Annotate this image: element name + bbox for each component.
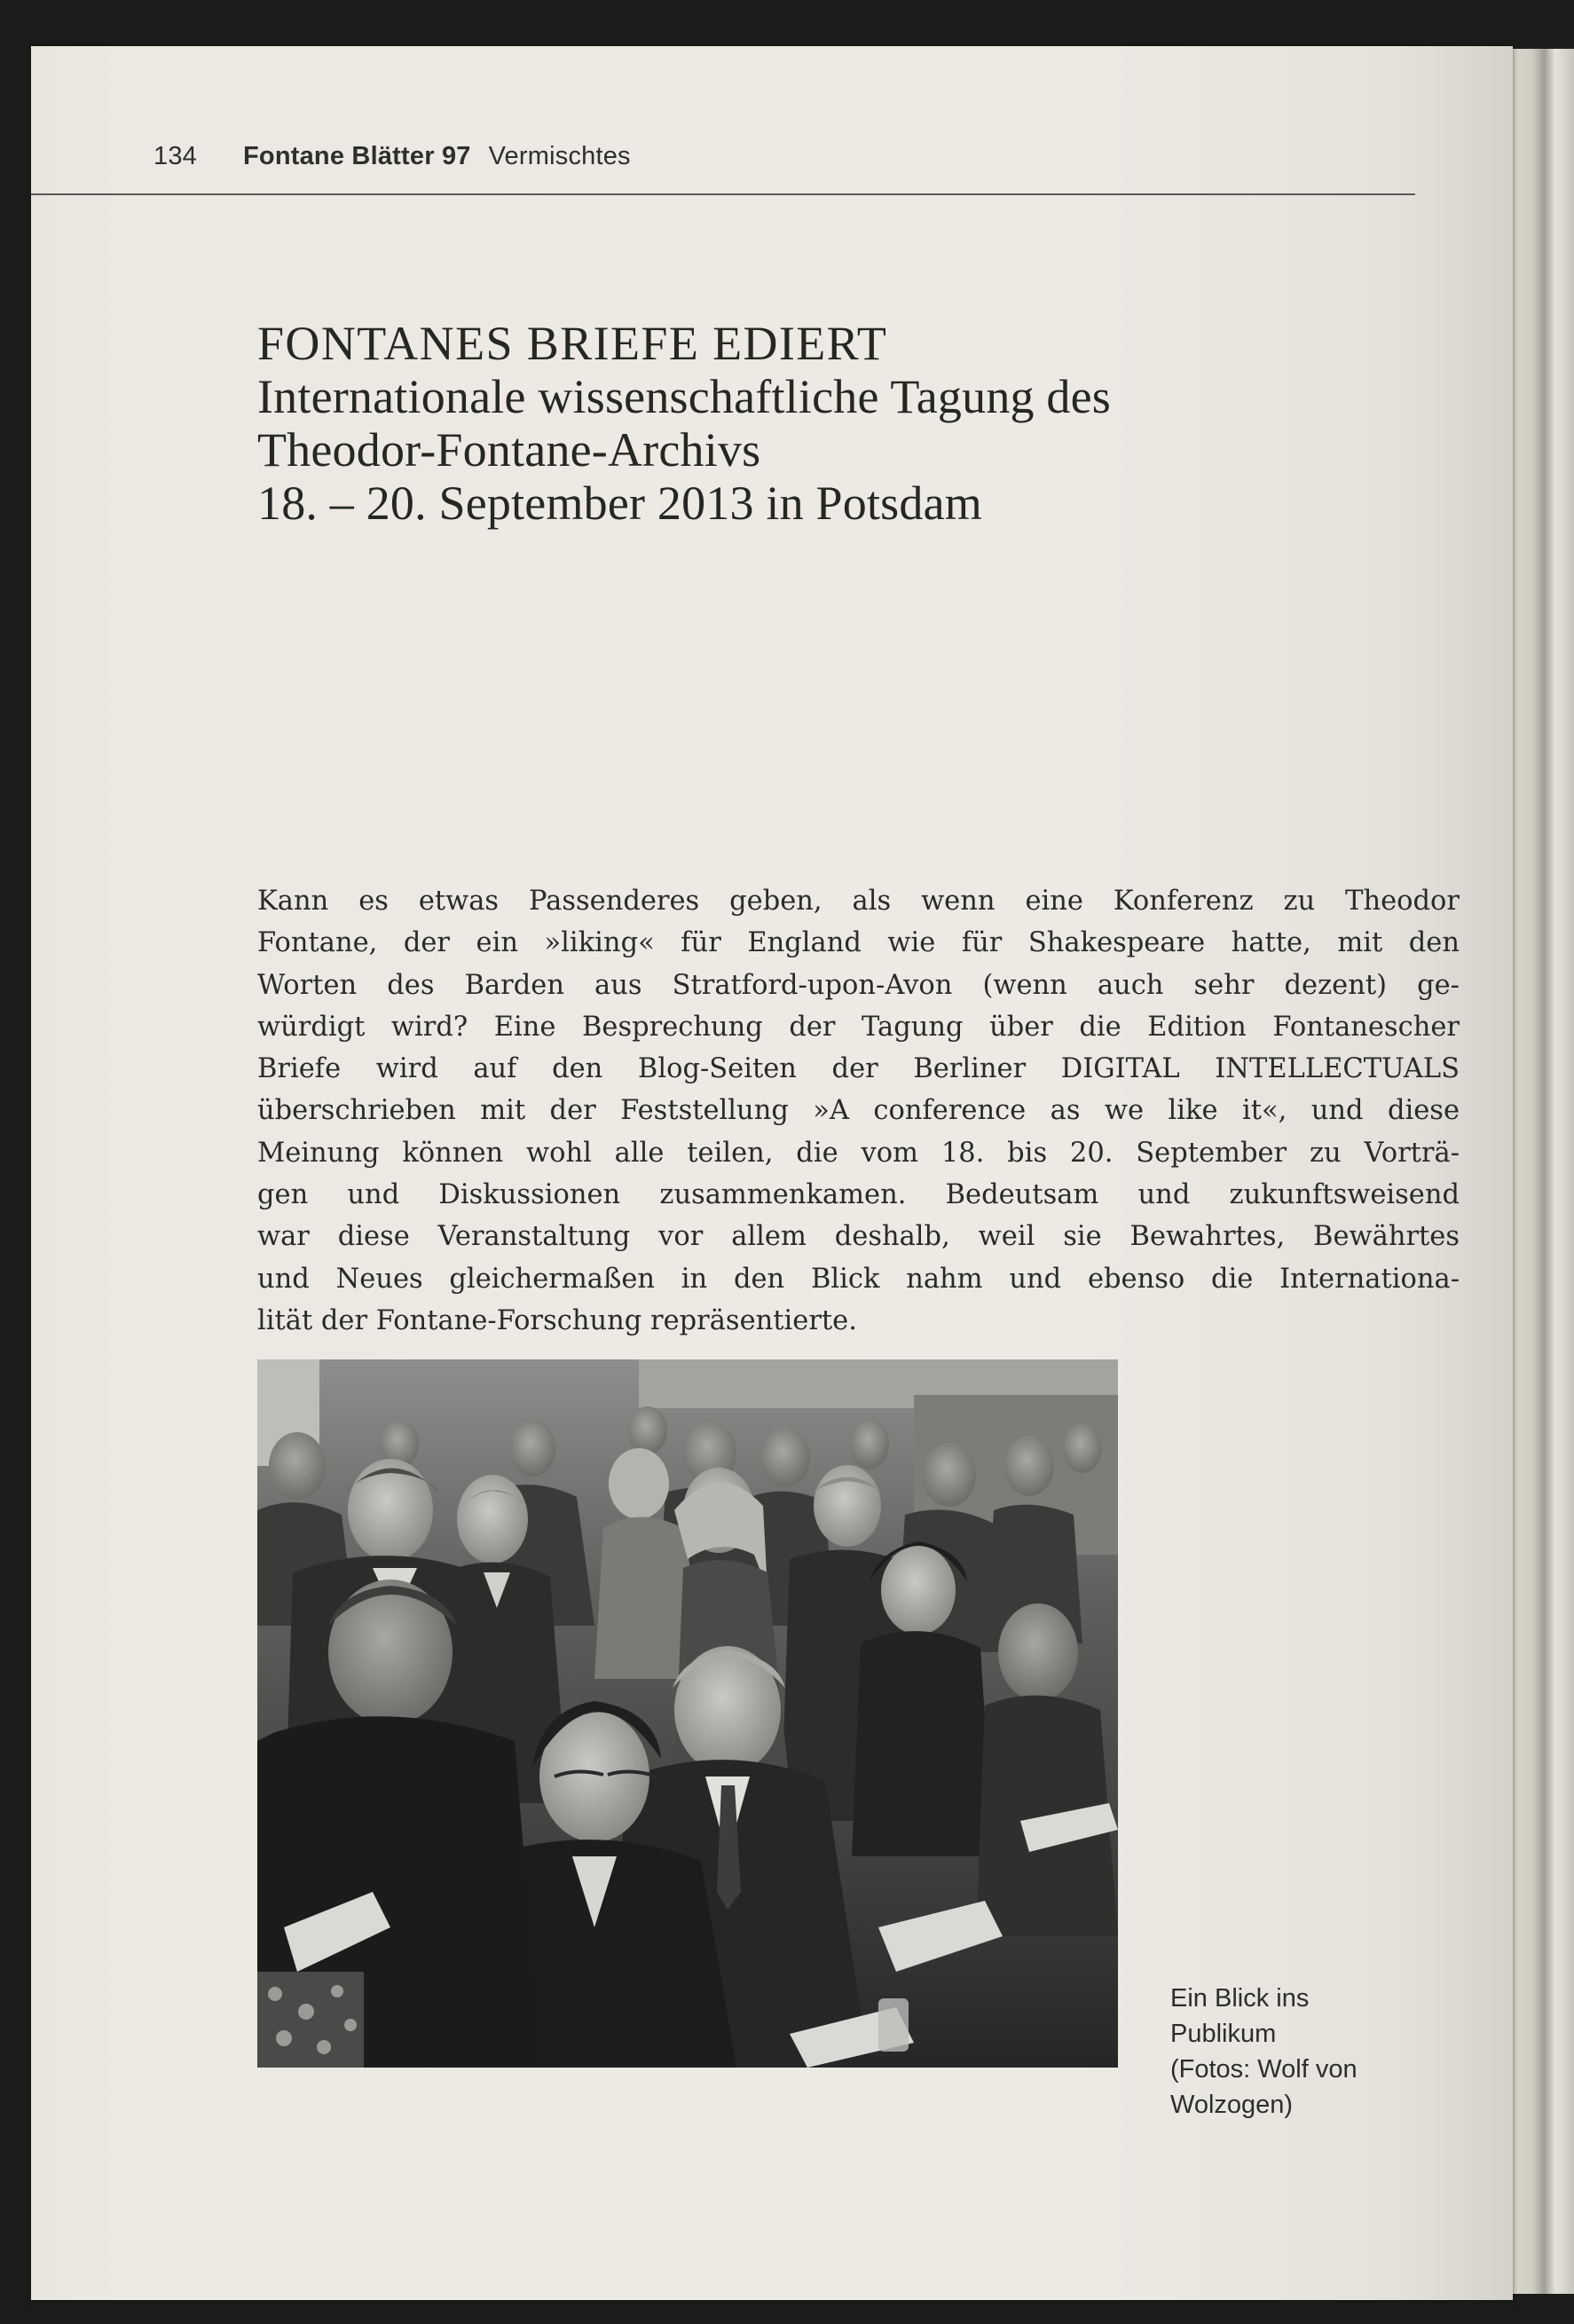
article-subtitle-line: Theodor-Fontane-Archivs [257,423,761,477]
article-heading [257,317,1111,530]
article-subtitle-line: Internationale wissenschaftliche Tagung des [257,370,1112,423]
journal-title: Fontane Blätter 97 [243,142,471,170]
running-head [153,142,631,171]
body-line: Fontane, der ein »liking« für England wie für Shakespeare hatte, mit den [257,927,1460,959]
caption-line: Ein Blick ins [1170,1984,1310,2013]
body-line: war diese Veranstaltung vor allem deshalb, weil sie Bewahrtes, Bewährtes [257,1221,1460,1253]
page-sheet [31,46,1513,2300]
body-line: und Neues gleichermaßen in den Blick nahm und ebenso die Internationa- [257,1263,1460,1295]
audience-photo [257,1359,1118,2068]
caption-line: Wolzogen) [1170,2091,1294,2119]
body-line: Briefe wird auf den Blog-Seiten der Berliner DIGITAL INTELLECTUALS [257,1053,1460,1085]
body-line: überschrieben mit der Feststellung »A conference as we like it«, und diese [257,1095,1460,1127]
article-title: FONTANES BRIEFE EDIERT [257,317,888,370]
header-rule [31,193,1415,195]
article-subtitle-line: 18. – 20. September 2013 in Potsdam [257,477,982,530]
section-name: Vermischtes [488,142,631,170]
body-line: Meinung können wohl alle teilen, die vom 18. bis 20. September zu Vorträ- [257,1137,1460,1169]
article-body [257,880,1460,1342]
body-line: gen und Diskussionen zusammenkamen. Bedeutsam und zukunftsweisend [257,1179,1460,1211]
body-line: lität der Fontane-Forschung repräsentierte. [257,1304,857,1336]
photo-caption [1170,1981,1358,2123]
caption-line: (Fotos: Wolf von [1170,2055,1358,2084]
body-line: würdigt wird? Eine Besprechung der Tagung über die Edition Fontanescher [257,1011,1460,1043]
body-line: Worten des Barden aus Stratford-upon-Avon (wenn auch sehr dezent) ge- [257,969,1460,1001]
audience-photo-illustration [257,1359,1118,2068]
page-number: 134 [153,142,197,170]
body-line: Kann es etwas Passenderes geben, als wenn eine Konferenz zu Theodor [257,886,1460,917]
caption-line: Publikum [1170,2020,1277,2048]
